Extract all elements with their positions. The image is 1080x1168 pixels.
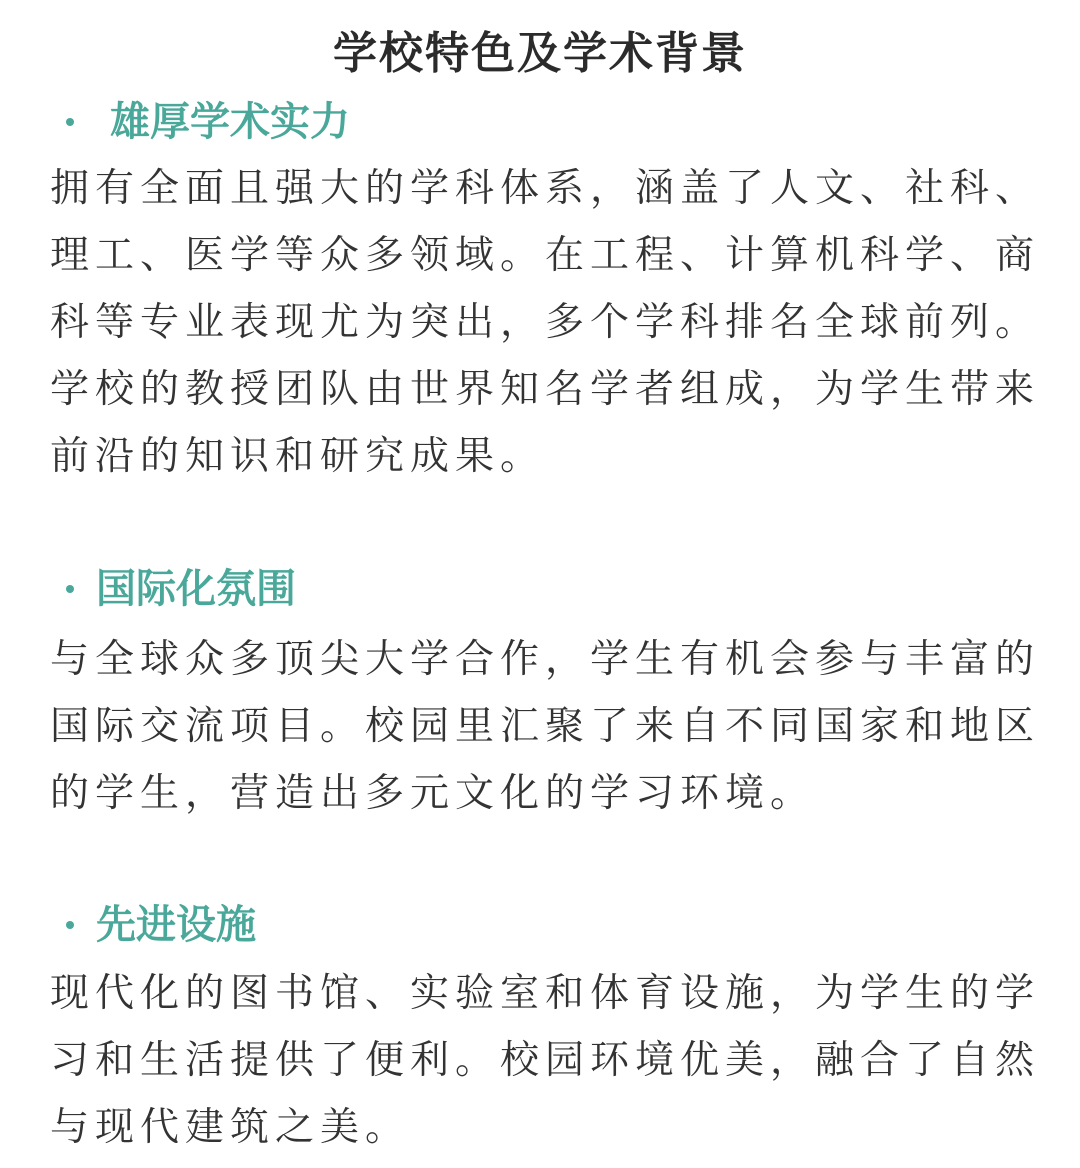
paragraph-line: 学校的教授团队由世界知名学者组成，为学生带来 xyxy=(50,367,1041,412)
section-heading-label: 先进设施 xyxy=(96,902,256,948)
section-paragraph-academic-strength xyxy=(50,155,1040,490)
section-heading-academic-strength xyxy=(52,97,350,147)
section-heading-international xyxy=(52,564,296,614)
section-heading-label: 雄厚学术实力 xyxy=(110,99,350,145)
section-paragraph-facilities xyxy=(50,960,1040,1161)
paragraph-line: 与现代建筑之美。 xyxy=(50,1105,411,1150)
paragraph-line: 拥有全面且强大的学科体系，涵盖了人文、社科、 xyxy=(50,166,1041,211)
paragraph-line: 前沿的知识和研究成果。 xyxy=(50,434,546,479)
section-heading-facilities xyxy=(52,900,256,950)
bullet-icon xyxy=(66,921,74,929)
bullet-icon xyxy=(66,118,74,126)
paragraph-line: 理工、医学等众多领域。在工程、计算机科学、商 xyxy=(50,233,1041,278)
page-title: 学校特色及学术背景 xyxy=(333,28,747,79)
paragraph-line: 习和生活提供了便利。校园环境优美，融合了自然 xyxy=(50,1038,1041,1083)
section-paragraph-international xyxy=(50,626,1040,827)
paragraph-line: 现代化的图书馆、实验室和体育设施，为学生的学 xyxy=(50,971,1041,1016)
section-heading-label: 国际化氛围 xyxy=(96,566,296,612)
bullet-icon xyxy=(66,585,74,593)
paragraph-line: 国际交流项目。校园里汇聚了来自不同国家和地区 xyxy=(50,704,1041,749)
paragraph-line: 的学生，营造出多元文化的学习环境。 xyxy=(50,771,816,816)
paragraph-line: 科等专业表现尤为突出，多个学科排名全球前列。 xyxy=(50,300,1041,345)
paragraph-line: 与全球众多顶尖大学合作，学生有机会参与丰富的 xyxy=(50,637,1041,682)
